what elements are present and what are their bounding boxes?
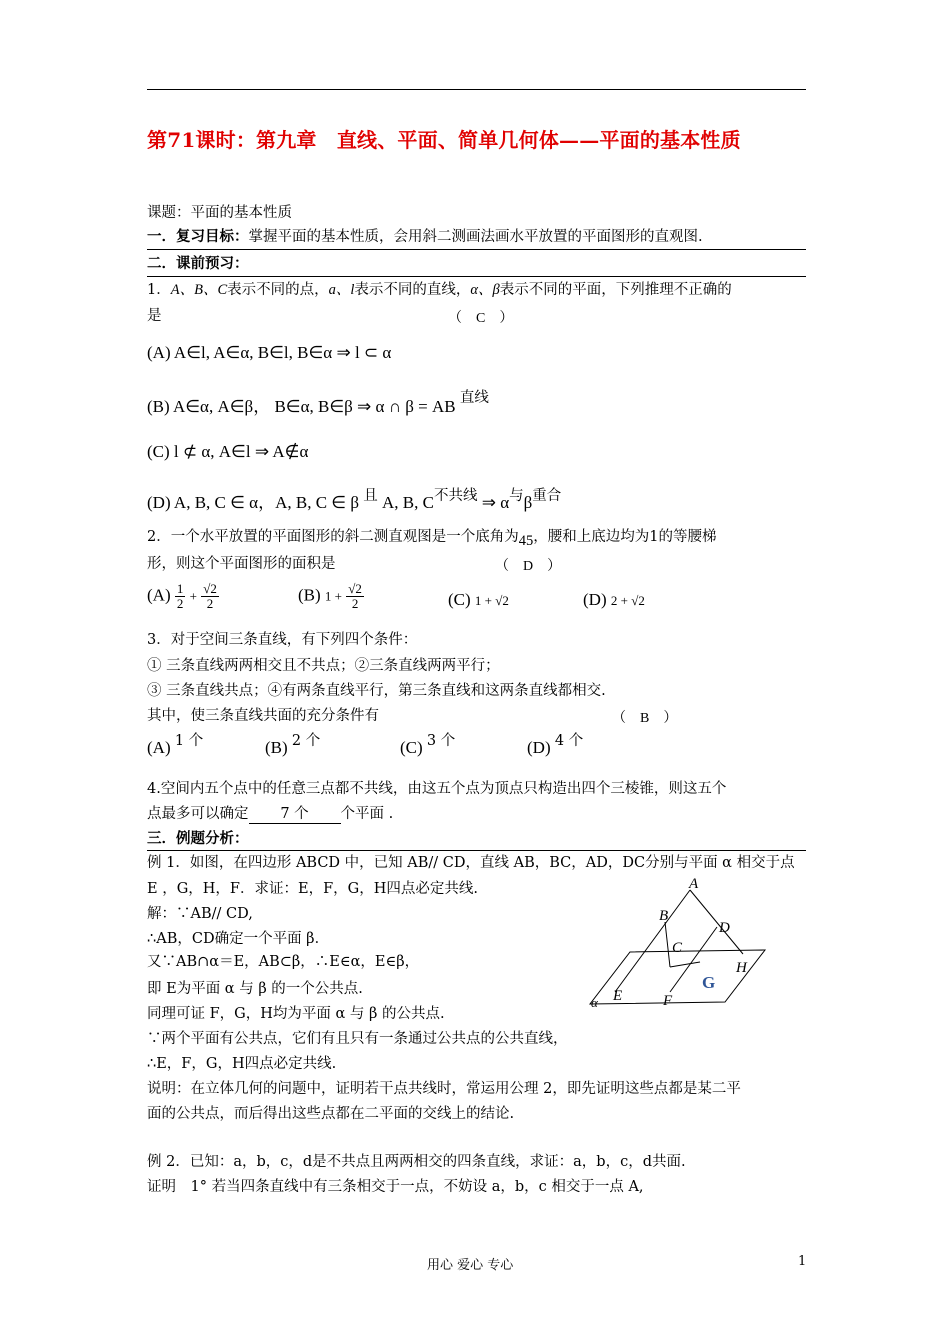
q4-line2 bbox=[147, 805, 393, 824]
q2-angle: 45 bbox=[518, 533, 534, 549]
q2-option-a-frac2: $\frac{√2}{2}$ bbox=[203, 581, 217, 611]
q1-option-b bbox=[147, 392, 489, 417]
ex1-line8: ∵两个平面有公共点，它们有且只有一条通过公共点的公共直线， bbox=[147, 1031, 568, 1047]
q2-option-a bbox=[147, 582, 219, 611]
q2-line1 bbox=[147, 528, 717, 549]
q2-text2: ，腰和上底边均为1的等腰梯 bbox=[533, 529, 717, 545]
q3-option-d bbox=[527, 733, 584, 758]
q1-text2: 表示不同的直线， bbox=[354, 282, 471, 298]
q2-option-a-label: (A) bbox=[147, 585, 171, 605]
line-ad bbox=[690, 890, 743, 954]
ex1-line6: 即 E为平面 α 与 β 的一个公共点. bbox=[147, 981, 363, 997]
q1-planes: α、β bbox=[470, 282, 500, 298]
q3-option-c bbox=[400, 733, 456, 758]
q1-number: 1． bbox=[147, 282, 171, 298]
label-e: E bbox=[613, 988, 623, 1004]
q2-option-c-label: (C) bbox=[448, 590, 471, 609]
section-3-rule bbox=[147, 850, 806, 851]
q2-option-d-value: 2 + √2 bbox=[610, 593, 645, 608]
section-2-heading: 二．课前预习： bbox=[147, 255, 249, 272]
q2-option-b-label: (B) bbox=[298, 585, 321, 605]
q3-answer: （ B ） bbox=[612, 711, 678, 726]
q1-option-b-word: 直线 bbox=[459, 390, 489, 406]
q4-text2: 个平面 . bbox=[340, 806, 394, 822]
line-bc bbox=[665, 922, 670, 967]
q3-option-d-label: (D) bbox=[527, 738, 551, 757]
q2-option-b-int: 1 + bbox=[324, 588, 343, 604]
section-3-heading: 三．例题分析： bbox=[147, 830, 249, 847]
q2-option-b bbox=[298, 582, 364, 611]
ex1-line4: ∴AB，CD确定一个平面 β． bbox=[147, 931, 330, 947]
q1-option-d-part1: (D) A, B, C ∈ α，A, B, C ∈ β bbox=[147, 493, 359, 512]
label-g: G bbox=[702, 973, 716, 992]
label-a: A bbox=[689, 876, 699, 892]
q4-line1: 4.空间内五个点中的任意三点都不共线，由这五个点为顶点只构造出四个三棱锥，则这五个 bbox=[147, 781, 727, 797]
ex1-line1: 例 1．如图，在四边形 ABCD 中，已知 AB// CD，直线 AB，BC，AD，DC分别与平面 α 相交于点 bbox=[147, 855, 795, 871]
q1-option-d-part3: ⇒ α bbox=[481, 493, 510, 512]
q1-option-d bbox=[147, 488, 561, 513]
q3-option-d-value: 4 个 bbox=[554, 733, 584, 749]
q2-option-a-frac1: $\frac{1}{2}$ bbox=[176, 581, 184, 611]
footer-page-number: 1 bbox=[798, 1254, 807, 1269]
page-title: 第71课时：第九章 直线、平面、简单几何体——平面的基本性质 bbox=[147, 128, 741, 152]
topic-line: 课题：平面的基本性质 bbox=[147, 205, 292, 221]
label-f: F bbox=[663, 993, 673, 1009]
q1-answer: （ C ） bbox=[448, 311, 514, 326]
ex1-line5: 又∵AB∩α＝E，AB⊂β，∴E∈α，E∈β， bbox=[147, 954, 420, 970]
ex1-line3: 解：∵AB// CD, bbox=[147, 906, 253, 922]
section-2-rule bbox=[147, 276, 806, 277]
section-1-text: 掌握平面的基本性质，会用斜二测画法画水平放置的平面图形的直观图. bbox=[248, 229, 703, 245]
q2-option-c-value: 1 + √2 bbox=[474, 593, 509, 608]
label-h: H bbox=[736, 960, 747, 976]
label-b: B bbox=[659, 908, 669, 924]
q1-option-b-math: (B) A∈α, A∈β， B∈α, B∈β ⇒ α ∩ β = AB bbox=[147, 397, 456, 416]
q3-option-b bbox=[265, 733, 321, 758]
q2-option-b-frac: $\frac{√2}{2}$ bbox=[348, 581, 362, 611]
q3-line4: 其中，使三条直线共面的充分条件有 bbox=[147, 708, 379, 724]
q1-points: A、B、C bbox=[170, 282, 228, 298]
ex1-line9: ∴E，F，G，H四点必定共线. bbox=[147, 1056, 337, 1072]
ex2-line1: 例 2．已知：a，b，c，d是不共点且两两相交的四条直线，求证：a，b，c，d共面. bbox=[147, 1154, 686, 1170]
q2-text1: 2．一个水平放置的平面图形的斜二测直观图是一个底角为 bbox=[147, 529, 519, 545]
q1-option-c: (C) l ⊄ α, A∈l ⇒ A∉α bbox=[147, 442, 309, 461]
section-1-heading: 一．复习目标： bbox=[147, 228, 249, 245]
q1-lines: a、l bbox=[328, 282, 355, 298]
ex1-line11: 面的公共点，而后得出这些点都在二平面的交线上的结论. bbox=[147, 1106, 515, 1122]
q3-option-a-label: (A) bbox=[147, 738, 171, 757]
label-alpha: α bbox=[591, 995, 598, 1010]
label-c: C bbox=[672, 940, 683, 956]
q1-option-d-with: 与 bbox=[509, 488, 524, 504]
q3-option-c-value: 3 个 bbox=[426, 733, 456, 749]
q3-option-a bbox=[147, 733, 204, 758]
label-d: D bbox=[719, 920, 730, 936]
footer-motto: 用心 爱心 专心 bbox=[427, 1258, 514, 1273]
q2-option-c bbox=[448, 590, 509, 610]
ex1-line7: 同理可证 F，G，H均为平面 α 与 β 的公共点. bbox=[147, 1006, 445, 1022]
section-1-rule bbox=[147, 249, 806, 250]
q1-line1 bbox=[147, 281, 732, 299]
q1-text1: 表示不同的点， bbox=[227, 282, 329, 298]
q3-option-c-label: (C) bbox=[400, 738, 423, 757]
q2-answer: （ D ） bbox=[495, 559, 562, 574]
q2-option-a-plus: + bbox=[189, 588, 197, 604]
q1-option-d-part4: β bbox=[523, 493, 533, 512]
q2-line2: 形，则这个平面图形的面积是 bbox=[147, 556, 336, 572]
ex1-line10: 说明：在立体几何的问题中，证明若干点共线时，常运用公理 2，即先证明这些点都是某二平 bbox=[147, 1081, 741, 1097]
q3-option-a-value: 1 个 bbox=[174, 733, 204, 749]
q3-line1: 3．对于空间三条直线，有下列四个条件： bbox=[147, 632, 418, 648]
ex1-line2: E ，G，H，F．求证：E，F，G，H四点必定共线. bbox=[147, 881, 478, 897]
q3-line3: ③ 三条直线共点；④有两条直线平行，第三条直线和这两条直线都相交. bbox=[147, 683, 606, 699]
q2-option-d-label: (D) bbox=[583, 590, 607, 609]
top-rule bbox=[147, 89, 806, 90]
line-cg bbox=[670, 962, 700, 967]
q4-blank-answer: 7 个 bbox=[249, 805, 341, 824]
q1-option-d-coincide: 重合 bbox=[532, 488, 562, 504]
q1-text3: 表示不同的平面，下列推理不正确的 bbox=[499, 282, 732, 298]
q3-option-b-value: 2 个 bbox=[291, 733, 321, 749]
q1-option-a: (A) A∈l, A∈α, B∈l, B∈α ⇒ l ⊂ α bbox=[147, 343, 392, 362]
q1-line2: 是 bbox=[147, 308, 162, 324]
q1-option-d-noncollinear: 不共线 bbox=[433, 488, 478, 504]
q4-text1: 点最多可以确定 bbox=[147, 806, 249, 822]
section-1 bbox=[147, 228, 703, 246]
geometry-figure bbox=[585, 872, 785, 1022]
q1-option-d-part2: A, B, C bbox=[382, 493, 434, 512]
q3-option-b-label: (B) bbox=[265, 738, 288, 757]
q1-option-d-and: 且 bbox=[363, 488, 378, 504]
q3-line2: ① 三条直线两两相交且不共点；②三条直线两两平行； bbox=[147, 658, 500, 674]
q2-option-d bbox=[583, 590, 645, 610]
ex2-line2: 证明 1° 若当四条直线中有三条相交于一点，不妨设 a，b，c 相交于一点 A, bbox=[147, 1179, 644, 1195]
